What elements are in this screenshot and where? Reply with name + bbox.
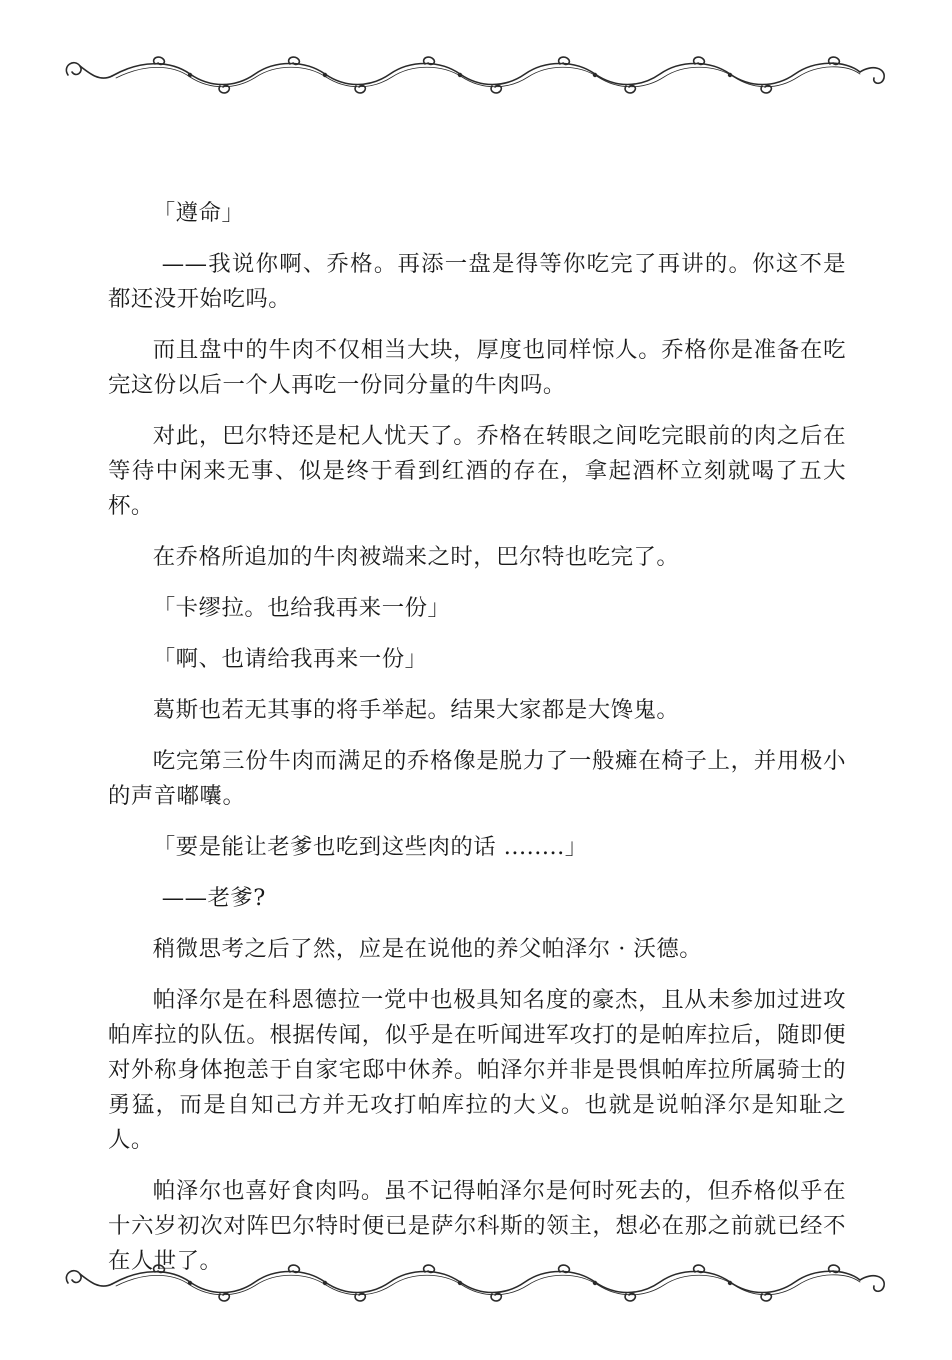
paragraph: ——老爹? — [161, 885, 266, 911]
paragraph: 对此，巴尔特还是杞人忧天了。乔格在转眼之间吃完眼前的肉之后在等待中闲来无事、似是终于看到红酒的存在，拿起酒杯立刻就喝了五大杯。 — [108, 423, 846, 519]
paragraph: 稍微思考之后了然，应是在说他的养父帕泽尔 · 沃德。 — [152, 936, 703, 962]
paragraph: 葛斯也若无其事的将手举起。结果大家都是大馋鬼。 — [152, 697, 680, 723]
paragraph: 而且盘中的牛肉不仅相当大块，厚度也同样惊人。乔格你是准备在吃完这份以后一个人再吃一份同分量的牛肉吗。 — [108, 337, 846, 398]
paragraph: 吃完第三份牛肉而满足的乔格像是脱力了一般瘫在椅子上，并用极小的声音嘟囔。 — [108, 748, 846, 809]
vine-ornament-icon — [60, 1260, 892, 1306]
paragraph: 「啊、也请给我再来一份」 — [152, 646, 428, 672]
top-ornamental-border — [60, 52, 892, 98]
paragraph: 「卡缪拉。也给我再来一份」 — [152, 595, 451, 621]
paragraph: 「遵命」 — [152, 200, 245, 226]
text-body — [108, 196, 846, 1295]
bottom-ornamental-border — [60, 1260, 892, 1306]
paragraph: 帕泽尔是在科恩德拉一党中也极具知名度的豪杰，且从未参加过进攻帕库拉的队伍。根据传闻，似乎是在听闻进军攻打的是帕库拉后，随即便对外称身体抱恙于自家宅邸中休养。帕泽尔并非是畏惧帕库拉所属骑士的勇猛，而是自知己方并无攻打帕库拉的大义。也就是说帕泽尔是知耻之人。 — [108, 987, 846, 1153]
paragraph: ——我说你啊、乔格。再添一盘是得等你吃完了再讲的。你这不是都还没开始吃吗。 — [108, 251, 846, 312]
vine-ornament-icon — [60, 52, 892, 98]
paragraph: 在乔格所追加的牛肉被端来之时，巴尔特也吃完了。 — [152, 544, 680, 570]
paragraph: 「要是能让老爹也吃到这些肉的话 ........」 — [152, 834, 588, 860]
paragraph: 帕泽尔也喜好食肉吗。虽不记得帕泽尔是何时死去的，但乔格似乎在十六岁初次对阵巴尔特时便已是萨尔科斯的领主，想必在那之前就已经不在人世了。 — [108, 1178, 846, 1274]
